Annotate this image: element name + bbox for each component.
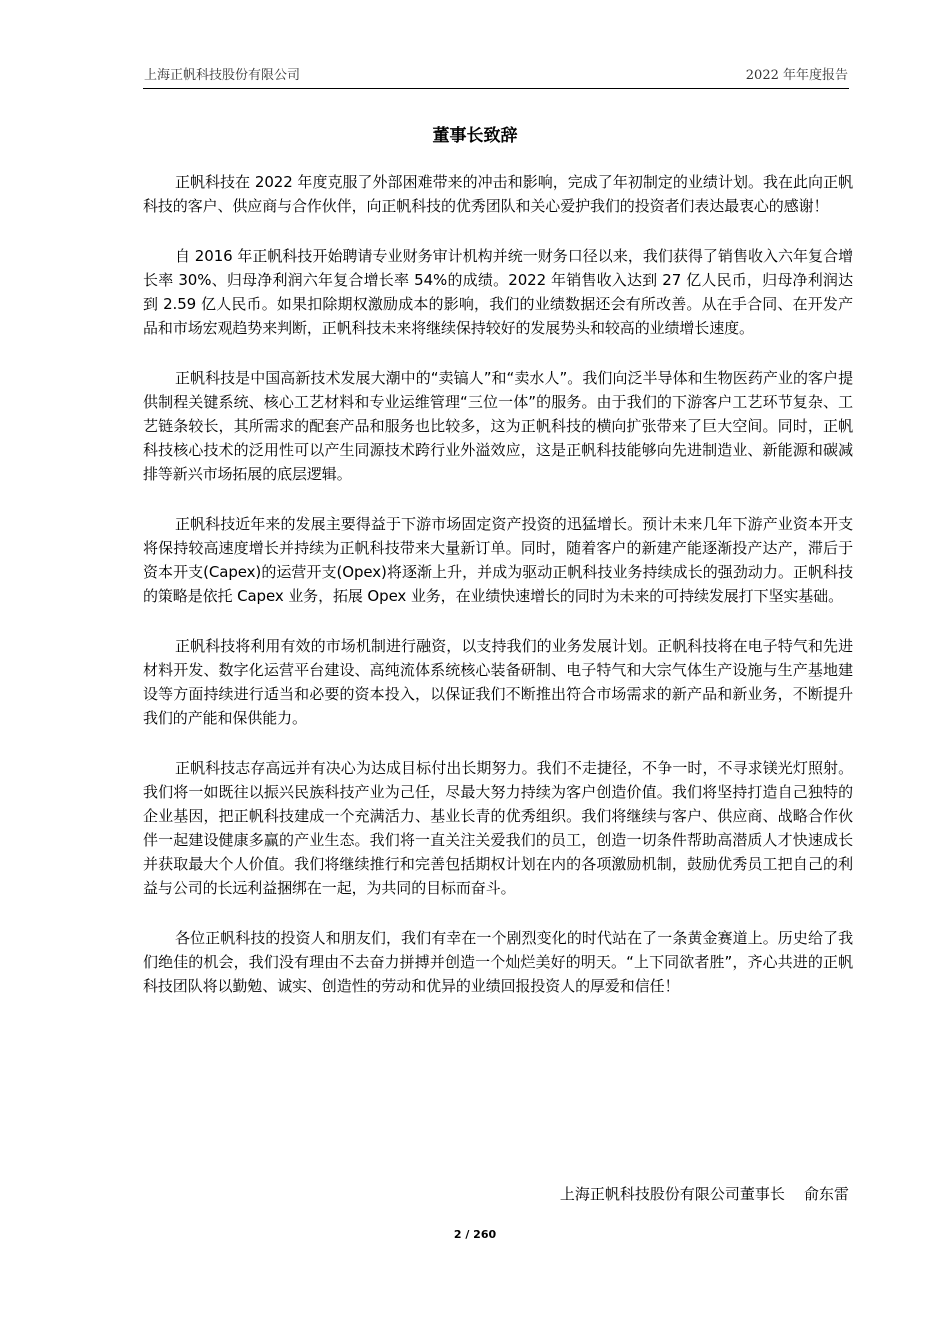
paragraph: 正帆科技将利用有效的市场机制进行融资，以支持我们的业务发展计划。正帆科技将在电子特气和先进材料开发、数字化运营平台建设、高纯流体系统核心装备研制、电子特气和大宗气体生产设施与生产基地建设等方面持续进行适当和必要的资本投入，以保证我们不断推出符合市场需求的新产品和新业务，不断提升我们的产能和保供能力。 xyxy=(143,637,853,727)
paragraph: 各位正帆科技的投资人和朋友们，我们有幸在一个剧烈变化的时代站在了一条黄金赛道上。历史给了我们绝佳的机会，我们没有理由不去奋力拼搏并创造一个灿烂美好的明天。“上下同欲者胜”，齐心共进的正帆科技团队将以勤勉、诚实、创造性的劳动和优异的业绩回报投资人的厚爱和信任！ xyxy=(143,929,853,995)
paragraph: 正帆科技近年来的发展主要得益于下游市场固定资产投资的迅猛增长。预计未来几年下游产业资本开支将保持较高速度增长并持续为正帆科技带来大量新订单。同时，随着客户的新建产能逐渐投产达产，滞后于资本开支(Capex)的运营开支(Opex)将逐渐上升，并成为驱动正帆科技业务持续成长的强劲动力。正帆科技的策略是依托 Capex 业务，拓展 Opex 业务，在业绩快速增长的同时为未来的可持续发展打下坚实基础。 xyxy=(143,515,853,605)
paragraph: 自 2016 年正帆科技开始聘请专业财务审计机构并统一财务口径以来，我们获得了销售收入六年复合增长率 30%、归母净利润六年复合增长率 54%的成绩。2022 年销售收入达到 27 亿人民币，归母净利润达到 2.59 亿人民币。如果扣除期权激励成本的影响，我们的业绩数据还会有所改善。从在手合同、在开发产品和市场宏观趋势来判断，正帆科技未来将继续保持较好的发展势头和较高的业绩增长速度。 xyxy=(143,247,853,337)
page-header xyxy=(143,66,849,89)
paragraph: 正帆科技是中国高新技术发展大潮中的“卖镐人”和“卖水人”。我们向泛半导体和生物医药产业的客户提供制程关键系统、核心工艺材料和专业运维管理“三位一体”的服务。由于我们的下游客户工艺环节复杂、工艺链条较长，其所需求的配套产品和服务也比较多，这为正帆科技的横向扩张带来了巨大空间。同时，正帆科技核心技术的泛用性可以产生同源技术跨行业外溢效应，这是正帆科技能够向先进制造业、新能源和碳减排等新兴市场拓展的底层逻辑。 xyxy=(143,369,853,483)
letter-body xyxy=(143,170,853,1024)
page-title: 董事长致辞 xyxy=(432,126,518,146)
paragraph: 正帆科技在 2022 年度克服了外部困难带来的冲击和影响，完成了年初制定的业绩计划。我在此向正帆科技的客户、供应商与合作伙伴，向正帆科技的优秀团队和关心爱护我们的投资者们表达最衷心的感谢！ xyxy=(143,173,853,215)
header-company-name: 上海正帆科技股份有限公司 xyxy=(144,68,301,83)
signature: 上海正帆科技股份有限公司董事长 俞东雷 xyxy=(559,1185,849,1203)
paragraph: 正帆科技志存高远并有决心为达成目标付出长期努力。我们不走捷径，不争一时，不寻求镁光灯照射。我们将一如既往以振兴民族科技产业为己任，尽最大努力持续为客户创造价值。我们将坚持打造自己独特的企业基因，把正帆科技建成一个充满活力、基业长青的优秀组织。我们将继续与客户、供应商、战略合作伙伴一起建设健康多赢的产业生态。我们将一直关注关爱我们的员工，创造一切条件帮助高潜质人才快速成长并获取最大个人价值。我们将继续推行和完善包括期权计划在内的各项激励机制，鼓励优秀员工把自己的利益与公司的长远利益捆绑在一起，为共同的目标而奋斗。 xyxy=(143,759,853,897)
page-number: 2 / 260 xyxy=(453,1228,497,1241)
header-report-title: 2022 年年度报告 xyxy=(745,68,848,83)
